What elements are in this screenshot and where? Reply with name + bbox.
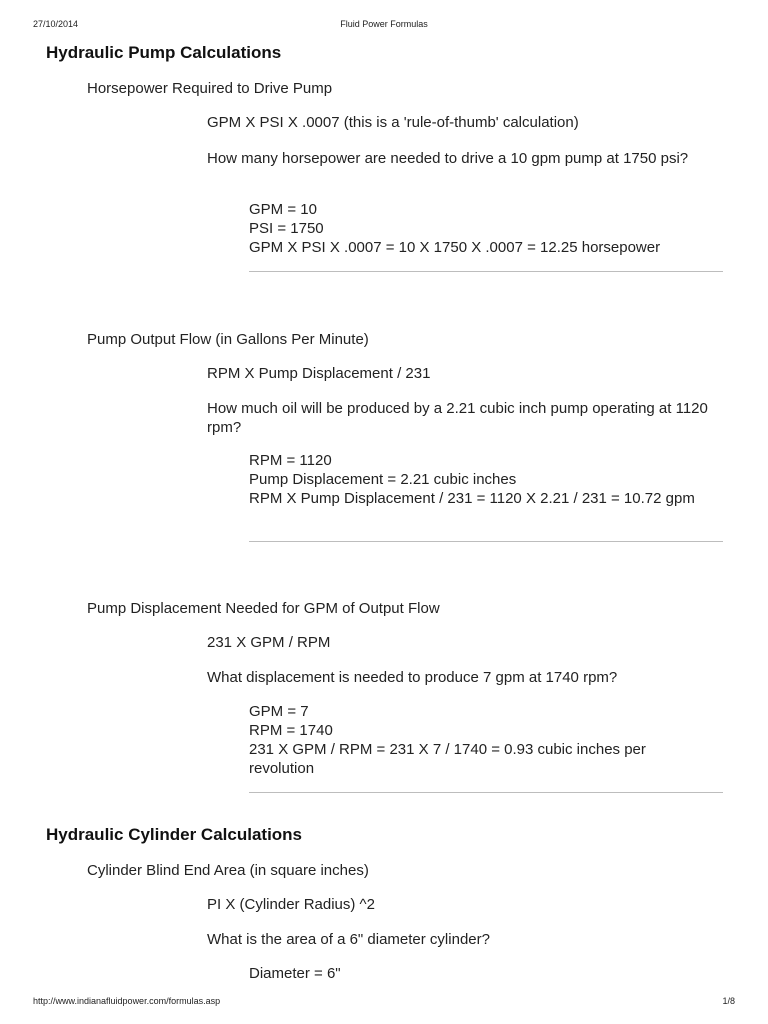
calc-line: Diameter = 6" xyxy=(249,965,341,982)
print-title: Fluid Power Formulas xyxy=(340,19,428,29)
calc-line: GPM X PSI X .0007 = 10 X 1750 X .0007 = 12.25 horsepower xyxy=(249,239,661,256)
divider xyxy=(249,541,723,542)
calc-line: Pump Displacement = 2.21 cubic inches xyxy=(249,471,517,488)
item-question-horsepower: How many horsepower are needed to drive a 10 gpm pump at 1750 psi? xyxy=(207,150,689,167)
item-calc-output-flow xyxy=(249,451,709,508)
item-question-output-flow: How much oil will be produced by a 2.21 cubic inch pump operating at 1120 rpm? xyxy=(207,400,708,436)
item-formula-blind-end-area: PI X (Cylinder Radius) ^2 xyxy=(207,896,375,913)
footer-url[interactable]: http://www.indianafluidpower.com/formulas.asp xyxy=(33,996,221,1006)
item-calc-displacement xyxy=(249,702,709,778)
item-formula-displacement: 231 X GPM / RPM xyxy=(207,634,331,651)
calc-line: 231 X GPM / RPM = 231 X 7 / 1740 = 0.93 cubic inches per revolution xyxy=(249,741,646,777)
item-title-blind-end-area: Cylinder Blind End Area (in square inches) xyxy=(87,862,369,879)
calc-line: RPM = 1740 xyxy=(249,722,333,739)
item-calc-blind-end-area xyxy=(249,964,709,983)
calc-line: RPM = 1120 xyxy=(249,452,332,469)
divider xyxy=(249,792,723,793)
section-heading-cylinder: Hydraulic Cylinder Calculations xyxy=(46,825,303,844)
item-question-displacement: What displacement is needed to produce 7 gpm at 1740 rpm? xyxy=(207,669,618,686)
item-title-horsepower: Horsepower Required to Drive Pump xyxy=(87,80,333,97)
item-formula-output-flow: RPM X Pump Displacement / 231 xyxy=(207,365,431,382)
item-calc-horsepower xyxy=(249,200,729,257)
item-title-output-flow: Pump Output Flow (in Gallons Per Minute) xyxy=(87,331,369,348)
calc-line: RPM X Pump Displacement / 231 = 1120 X 2.21 / 231 = 10.72 gpm xyxy=(249,490,695,507)
calc-line: GPM = 10 xyxy=(249,201,317,218)
divider xyxy=(249,271,723,272)
calc-line: GPM = 7 xyxy=(249,703,309,720)
footer-page-number: 1/8 xyxy=(722,996,735,1006)
item-question-blind-end-area: What is the area of a 6" diameter cylinder? xyxy=(207,931,490,948)
calc-line: PSI = 1750 xyxy=(249,220,324,237)
item-title-displacement: Pump Displacement Needed for GPM of Output Flow xyxy=(87,600,440,617)
print-date: 27/10/2014 xyxy=(33,19,79,29)
item-formula-horsepower: GPM X PSI X .0007 (this is a 'rule-of-thumb' calculation) xyxy=(207,114,579,131)
section-heading-pump: Hydraulic Pump Calculations xyxy=(46,43,282,62)
